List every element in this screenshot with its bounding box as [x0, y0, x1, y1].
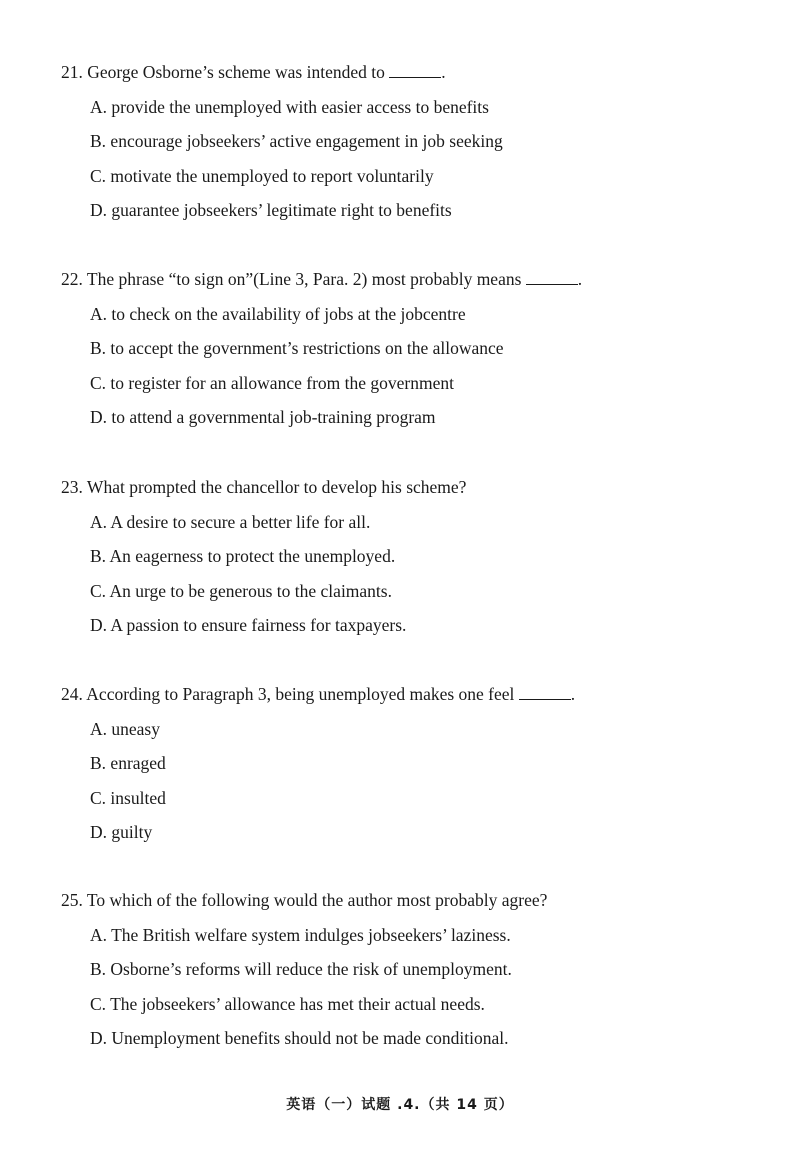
stem-text: 25. To which of the following would the author most probably agree? [61, 890, 548, 910]
option-b: B. An eagerness to protect the unemployed. [90, 546, 396, 567]
question-stem [61, 889, 761, 911]
option-c: C. insulted [90, 787, 166, 808]
option-b: B. encourage jobseekers’ active engagement in job seeking [90, 131, 503, 152]
answer-blank [389, 63, 441, 78]
stem-end: . [570, 684, 576, 704]
question-25 [61, 889, 761, 1049]
question-stem [61, 476, 761, 498]
stem-end: . [441, 62, 446, 82]
option-c: C. The jobseekers’ allowance has met their actual needs. [90, 993, 485, 1014]
answer-blank [526, 270, 578, 285]
option-d: D. guarantee jobseekers’ legitimate right to benefits [90, 200, 452, 221]
option-c: C. to register for an allowance from the government [90, 372, 454, 393]
option-d: D. to attend a governmental job-training program [90, 407, 436, 428]
question-24 [61, 683, 761, 843]
option-b: B. Osborne’s reforms will reduce the risk of unemployment. [90, 959, 512, 980]
option-a: A. A desire to secure a better life for all. [90, 511, 371, 532]
question-stem [61, 268, 761, 290]
stem-text: 24. According to Paragraph 3, being unemployed makes one feel [61, 684, 519, 704]
option-c: C. motivate the unemployed to report voluntarily [90, 165, 434, 186]
option-d: D. guilty [90, 822, 153, 843]
option-d: D. Unemployment benefits should not be made conditional. [90, 1028, 509, 1049]
option-a: A. provide the unemployed with easier access to benefits [90, 96, 489, 117]
option-b: B. to accept the government’s restrictions on the allowance [90, 338, 504, 359]
answer-blank [519, 685, 571, 700]
stem-end: . [577, 269, 583, 289]
stem-text: 21. George Osborne’s scheme was intended to [61, 62, 390, 82]
question-21 [61, 61, 761, 221]
option-a: A. The British welfare system indulges jobseekers’ laziness. [90, 924, 511, 945]
page-footer: 英语（一）试题 .4.（共 14 页） [286, 1097, 514, 1113]
option-a: A. to check on the availability of jobs at the jobcentre [90, 303, 466, 324]
question-stem [61, 61, 761, 83]
option-c: C. An urge to be generous to the claimants. [90, 580, 392, 601]
option-a: A. uneasy [90, 718, 160, 739]
question-stem [61, 683, 761, 705]
question-22 [61, 268, 761, 428]
option-b: B. enraged [90, 753, 166, 774]
stem-text: 23. What prompted the chancellor to develop his scheme? [61, 477, 467, 497]
question-23 [61, 476, 761, 636]
stem-text: 22. The phrase “to sign on”(Line 3, Para. 2) most probably means [61, 269, 526, 289]
option-d: D. A passion to ensure fairness for taxpayers. [90, 615, 407, 636]
